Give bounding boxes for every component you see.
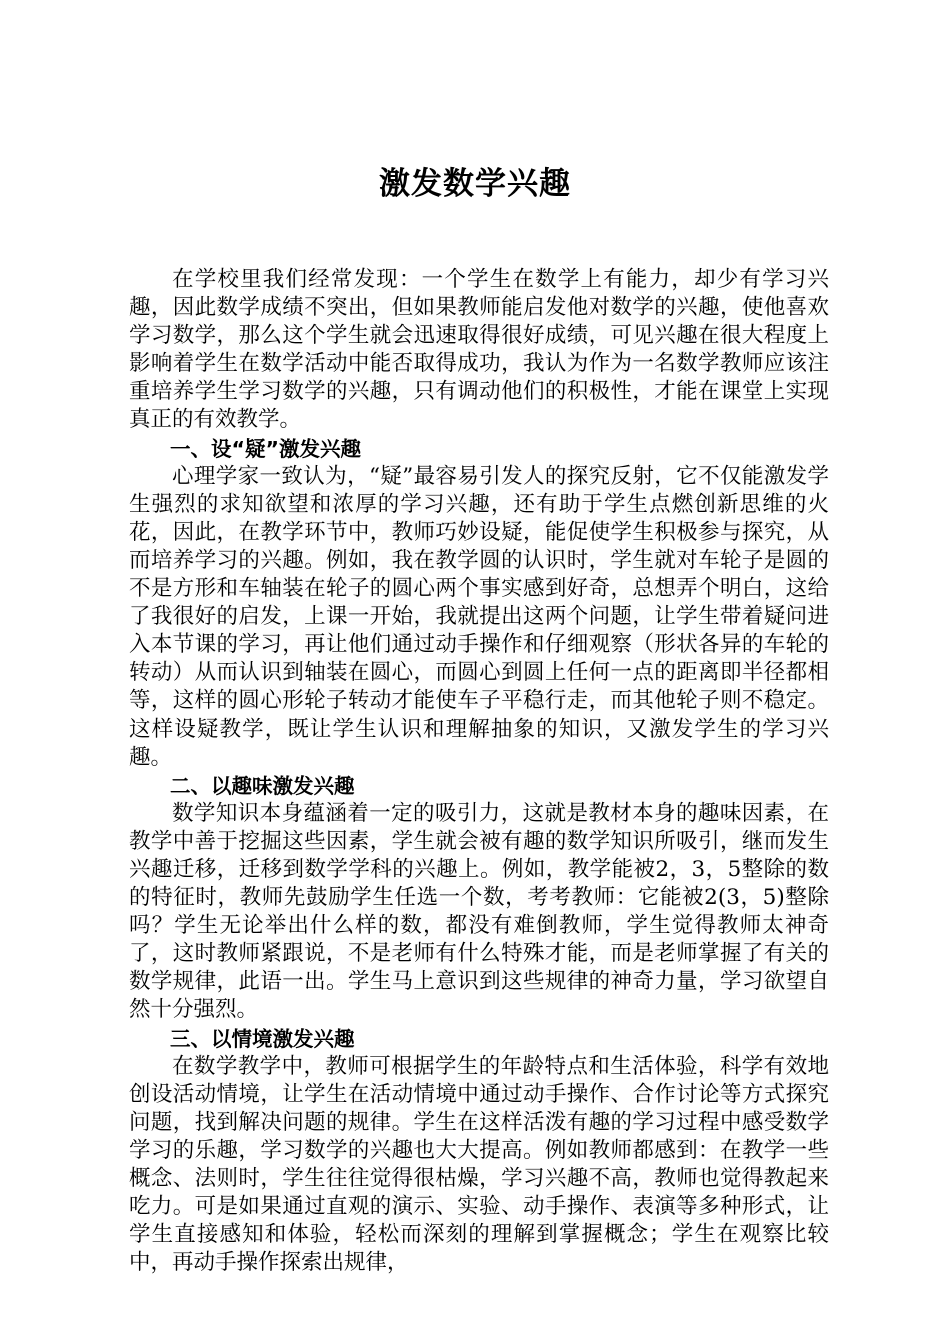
- document-title: 激发数学兴趣: [379, 166, 571, 202]
- intro-paragraph: 在学校里我们经常发现：一个学生在数学上有能力，却少有学习兴趣，因此数学成绩不突出，但如果教师能启发他对数学的兴趣，使他喜欢学习数学，那么这个学生就会迅速取得很好成绩，可见兴趣在很大程度上影响着学生在数学活动中能否取得成功，我认为作为一名数学教师应该注重培养学生学习数学的兴趣，只有调动他们的积极性，才能在课堂上实现真正的有效教学。: [129, 267, 829, 433]
- section-1-paragraph: 心理学家一致认为，“疑”最容易引发人的探究反射，它不仅能激发学生强烈的求知欲望和浓厚的学习兴趣，还有助于学生点燃创新思维的火花，因此，在教学环节中，教师巧妙设疑，能促使学生积极参与探究，从而培养学习的兴趣。例如，我在教学圆的认识时，学生就对车轮子是圆的不是方形和车轴装在轮子的圆心两个事实感到好奇，总想弄个明白，这给了我很好的启发，上课一开始，我就提出这两个问题，让学生带着疑问进入本节课的学习，再让他们通过动手操作和仔细观察（形状各异的车轮的转动）从而认识到轴装在圆心，而圆心到圆上任何一点的距离即半径都相等，这样的圆心形轮子转动才能使车子平稳行走，而其他轮子则不稳定。这样设疑教学，既让学生认识和理解抽象的知识，又激发学生的学习兴趣。: [129, 463, 829, 770]
- section-3-heading: 三、以情境激发兴趣: [170, 1026, 355, 1051]
- section-2-paragraph: 数学知识本身蕴涵着一定的吸引力，这就是教材本身的趣味因素，在教学中善于挖掘这些因素，学生就会被有趣的数学知识所吸引，继而发生兴趣迁移，迁移到数学学科的兴趣上。例如，教学能被2，3，5整除的数的特征时，教师先鼓励学生任选一个数，考考教师：它能被2(3，5)整除吗？学生无论举出什么样的数，都没有难倒教师，学生觉得教师太神奇了，这时教师紧跟说，不是老师有什么特殊才能，而是老师掌握了有关的数学规律，此语一出。学生马上意识到这些规律的神奇力量，学习欲望自然十分强烈。: [129, 800, 829, 1023]
- section-1-heading: 一、设“疑”激发兴趣: [170, 436, 361, 461]
- section-2-heading: 二、以趣味激发兴趣: [170, 773, 355, 798]
- section-3-paragraph: 在数学教学中，教师可根据学生的年龄特点和生活体验，科学有效地创设活动情境，让学生在活动情境中通过动手操作、合作讨论等方式探究问题，找到解决问题的规律。学生在这样活泼有趣的学习过程中感受数学学习的乐趣，学习数学的兴趣也大大提高。例如教师都感到：在教学一些概念、法则时，学生往往觉得很枯燥，学习兴趣不高，教师也觉得教起来吃力。可是如果通过直观的演示、实验、动手操作、表演等多种形式，让学生直接感知和体验，轻松而深刻的理解到掌握概念；学生在观察比较中，再动手操作探索出规律，: [129, 1053, 829, 1276]
- document-body: [129, 266, 829, 1277]
